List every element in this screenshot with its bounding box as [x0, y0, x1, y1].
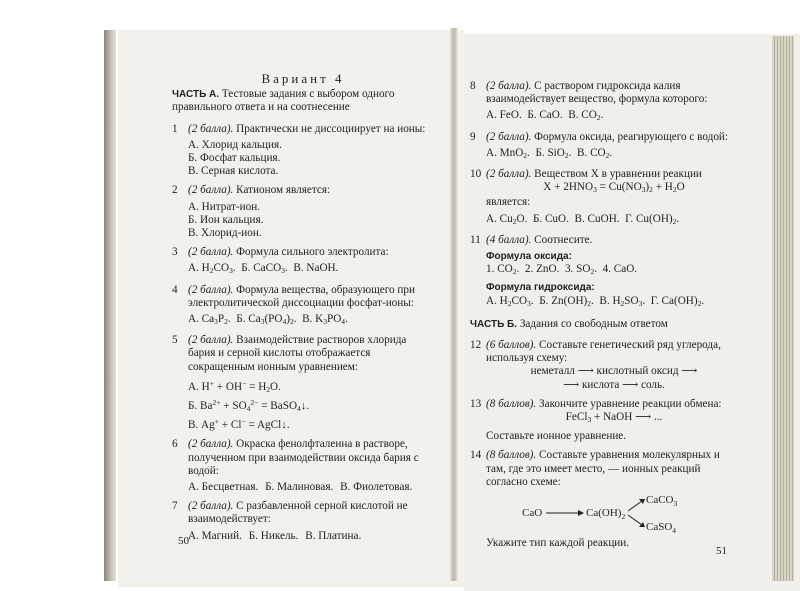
- branch-scheme: [486, 493, 742, 534]
- answer-options-formulas: А. FeO. Б. CaO. В. $CO_2$.: [486, 109, 604, 123]
- oxide-options: 1. $CO_2$. 2. ZnO. 3. $SO_2$. 4. CaO.: [486, 263, 638, 277]
- question-points: (2 балла).: [188, 246, 234, 259]
- answer-option: А. Нитрат-ион.: [188, 200, 261, 213]
- answer-option: А. Хлорид кальция.: [188, 138, 282, 151]
- question-text: Катионом является:: [236, 184, 331, 197]
- question-after-text: Составьте ионное уравнение.: [486, 430, 627, 443]
- scheme-line-1: неметалл ⟶ кислотный оксид ⟶: [530, 365, 698, 378]
- question-4: [172, 284, 434, 329]
- answer-option: Б. Никель.: [248, 529, 299, 542]
- question-8: [470, 80, 742, 125]
- oxide-label: Формула оксида:: [486, 251, 572, 263]
- question-number: 8: [470, 80, 476, 92]
- question-number: 10: [470, 168, 482, 181]
- question-number: 11: [470, 233, 481, 246]
- question-number: 4: [172, 283, 178, 296]
- hydroxide-label: Формула гидроксида:: [486, 282, 595, 294]
- question-points: (2 балла).: [486, 130, 532, 143]
- question-points: (2 балла).: [188, 500, 234, 513]
- question-6: [172, 438, 434, 494]
- question-text: Формула вещества, образующего при электролитической диссоциации фосфат-ионы:: [188, 283, 415, 309]
- answer-options-formulas: А. $Cu_2O$. Б. CuO. В. CuOH. Г. $Cu(OH)_2$.: [486, 212, 680, 226]
- question-tail: является:: [486, 196, 531, 209]
- answer-options-formulas: А. $Ca_3P_2$. Б. $Ca_3(PO_4)_2$. В. $K_3PO_4$.: [188, 313, 348, 327]
- reaction-equation: $X + 2HNO_3 = Cu(NO_3)_2 + H_2O$: [543, 181, 685, 195]
- question-points: (2 балла).: [486, 80, 532, 92]
- answer-options-formulas: А. $H_2CO_3$. Б. CaCO$_3$. В. NaOH.: [188, 262, 339, 276]
- question-number: 14: [470, 449, 482, 462]
- question-text: С раствором гидроксида калия взаимодействует вещество, формула которого:: [486, 80, 708, 106]
- svg-text:CaO: CaO: [522, 507, 543, 520]
- question-points: (2 балла).: [188, 184, 234, 197]
- scheme-line-2: ⟶ кислота ⟶ соль.: [563, 378, 665, 391]
- question-points: (4 балла).: [486, 233, 532, 246]
- question-12: [470, 339, 742, 392]
- question-points: (8 баллов).: [486, 449, 537, 462]
- question-points: (2 балла).: [188, 334, 234, 347]
- reaction-equation: FeCl$_3$ + NaOH ⟶ ...: [565, 411, 663, 425]
- answer-options-formulas: А. MnO$_2$. Б. SiO$_2$. В. $CO_2$.: [486, 146, 613, 160]
- branch-scheme-graphic: [486, 493, 726, 533]
- answer-option: В. Хлорид-ион.: [188, 227, 262, 240]
- question-text: Взаимодействие растворов хлорида бария и серной кислоты отображается сокращенным ионным уравнением:: [188, 334, 407, 373]
- part-a-text: Тестовые задания с выбором одного правильного ответа и на соотнесение: [172, 88, 395, 114]
- question-number: 13: [470, 397, 482, 410]
- question-points: (2 балла).: [486, 168, 532, 181]
- svg-text:CaSO4: CaSO$_4$: [646, 521, 677, 534]
- variant-title: Вариант 4: [261, 71, 345, 86]
- page-number-left: 50: [178, 535, 189, 547]
- question-5: [172, 334, 434, 432]
- answer-option: Б. Фосфат кальция.: [188, 152, 281, 165]
- question-text: Соотнесите.: [534, 233, 593, 246]
- answer-option: В. Платина.: [305, 529, 362, 542]
- question-13: [470, 398, 742, 444]
- question-points: (2 балла).: [188, 122, 234, 135]
- question-number: 9: [470, 130, 476, 143]
- right-page-content: [470, 80, 742, 556]
- question-number: 5: [172, 334, 178, 347]
- answer-option: А. Магний.: [188, 529, 242, 542]
- question-11: [470, 234, 742, 310]
- part-a-label: ЧАСТЬ А.: [172, 89, 220, 101]
- part-a-heading: [172, 88, 434, 114]
- question-2: [172, 184, 434, 240]
- page-number-right: 51: [716, 545, 727, 557]
- question-points: (2 балла).: [188, 283, 234, 296]
- part-b-text: Задания со свободным ответом: [519, 317, 668, 330]
- question-number: 7: [172, 500, 178, 513]
- question-text: Веществом X в уравнении реакции: [534, 168, 702, 181]
- question-10: [470, 168, 742, 228]
- question-3: [172, 246, 434, 277]
- book-spine: [450, 28, 458, 581]
- question-text: Формула оксида, реагирующего с водой:: [534, 130, 729, 143]
- answer-option: Б. Малиновая.: [265, 481, 334, 494]
- question-points: (2 балла).: [188, 438, 234, 451]
- question-after-text: Укажите тип каждой реакции.: [486, 537, 630, 550]
- answer-option: В. Фиолетовая.: [340, 481, 413, 494]
- question-text: Окраска фенолфталеина в растворе, полученном при взаимодействии оксида бария с водой:: [188, 438, 419, 477]
- question-text: С разбавленной серной кислотой не взаимодействует:: [188, 500, 408, 526]
- part-b-label: ЧАСТЬ Б.: [470, 318, 518, 330]
- question-number: 3: [172, 246, 178, 259]
- question-number: 1: [172, 122, 178, 135]
- book-right-edge: [772, 36, 794, 581]
- answer-option: В. Серная кислота.: [188, 165, 279, 178]
- answer-option: Б. Ион кальция.: [188, 213, 264, 226]
- hydroxide-options: А. $H_2CO_3$. Б. $Zn(OH)_2$. В. $H_2SO_3$. Г. $Ca(OH)_2$.: [486, 294, 705, 308]
- question-number: 12: [470, 339, 482, 352]
- question-text: Формула сильного электролита:: [236, 246, 389, 259]
- question-points: (6 баллов).: [486, 339, 537, 352]
- question-7: [172, 500, 434, 543]
- answer-options-equations: А. $H^+ + OH^- = H_2O$. Б. $Ba^{2+} + SO_4^{2-}$ = BaSO$_4$↓. В. Ag+ + Cl− = AgCl↓.: [188, 378, 310, 432]
- left-page-content: [172, 72, 434, 549]
- question-1: [172, 123, 434, 179]
- question-9: [470, 131, 742, 162]
- question-number: 6: [172, 438, 178, 451]
- svg-text:CaCO3: CaCO$_3$: [646, 494, 678, 509]
- question-14: [470, 449, 742, 550]
- question-number: 2: [172, 184, 178, 197]
- question-text: Составьте уравнения молекулярных и там, где это имеет место, — ионных реакций согласно схеме:: [486, 449, 720, 488]
- question-text: Закончите уравнение реакции обмена:: [539, 397, 722, 410]
- part-b-heading: [470, 318, 742, 331]
- question-text: Составьте генетический ряд углерода, используя схему:: [486, 339, 721, 365]
- answer-option: А. Бесцветная.: [188, 481, 259, 494]
- svg-text:Ca(OH)2: $Ca(OH)_2$: [586, 507, 626, 522]
- question-text: Практически не диссоциирует на ионы:: [236, 122, 426, 135]
- question-points: (8 баллов).: [486, 397, 537, 410]
